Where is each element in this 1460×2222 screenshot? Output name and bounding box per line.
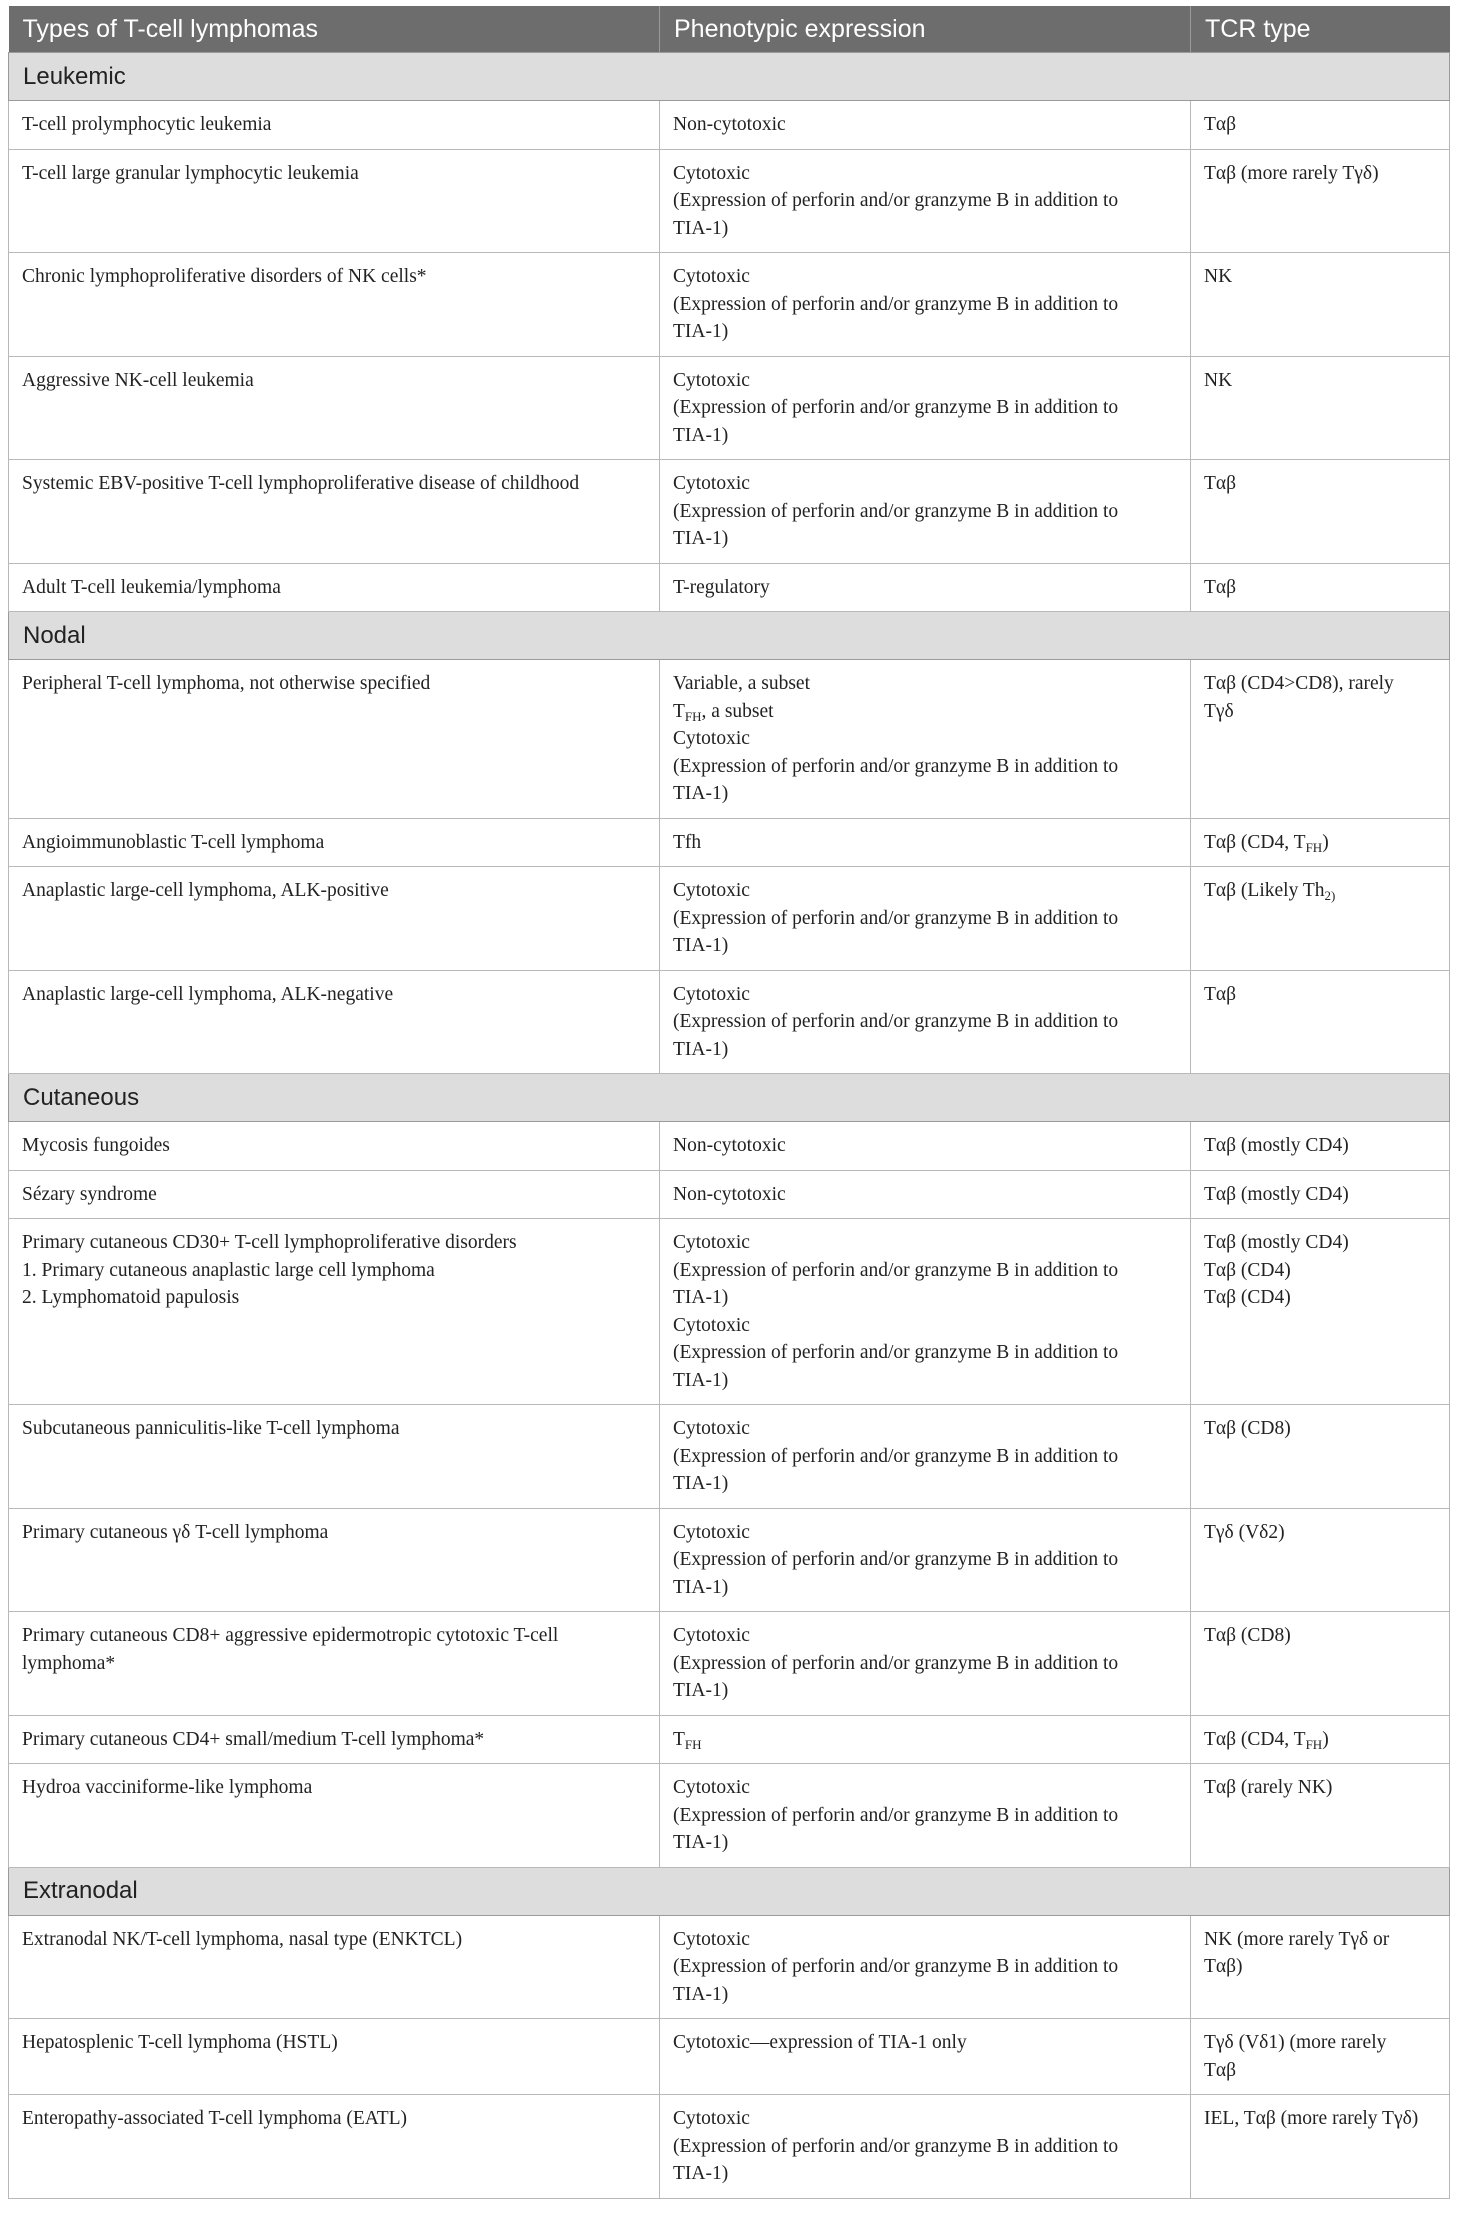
table-row — [9, 818, 1450, 867]
table-row — [9, 101, 1450, 150]
cell-line: (Expression of perforin and/or granzyme B in addition to — [673, 1652, 1119, 1674]
cell-phenotypic-expression — [660, 970, 1191, 1074]
subscript: FH — [684, 1736, 702, 1752]
section-title: Extranodal — [9, 1867, 1450, 1915]
table-header — [9, 6, 1450, 53]
cell-phenotypic-expression — [660, 818, 1191, 867]
cell-line: (Expression of perforin and/or granzyme B in addition to — [673, 1956, 1119, 1977]
cell-line: 2. Lymphomatoid papulosis — [22, 1287, 240, 1308]
cell-line: Tαβ (Likely $Th_{2)}$ — [1204, 880, 1336, 903]
cell-phenotypic-expression — [660, 101, 1191, 150]
cell-line: Extranodal NK/T-cell lymphoma, nasal type (ENKTCL) — [22, 1928, 463, 1950]
cell-line: Enteropathy-associated T-cell lymphoma (EATL) — [22, 2108, 408, 2129]
cell-line: Cytotoxic — [673, 1418, 750, 1439]
cell-phenotypic-expression — [660, 1612, 1191, 1716]
cell-line: Cytotoxic — [673, 266, 750, 287]
cell-lymphoma-type — [9, 2019, 660, 2095]
table-row — [9, 1122, 1450, 1171]
cell-line: TIA-1) — [673, 1983, 729, 2005]
cell-line: Chronic lymphoproliferative disorders of NK cells* — [22, 266, 427, 287]
cell-lymphoma-type — [9, 1122, 660, 1171]
lymphoma-classification-table — [8, 6, 1450, 2199]
table-row — [9, 356, 1450, 460]
column-header-tcr-type: TCR type — [1191, 6, 1450, 53]
cell-line: (Expression of perforin and/or granzyme B in addition to — [673, 500, 1119, 522]
cell-line: (Expression of perforin and/or granzyme B in addition to — [673, 907, 1119, 929]
cell-line: NK — [1204, 369, 1233, 391]
cell-line: Tfh — [673, 831, 702, 853]
cell-phenotypic-expression — [660, 2095, 1191, 2199]
cell-line: Mycosis fungoides — [22, 1135, 170, 1156]
cell-phenotypic-expression — [660, 1715, 1191, 1764]
section-row-extranodal — [9, 1867, 1450, 1915]
cell-line: Cytotoxic — [673, 369, 750, 391]
cell-phenotypic-expression — [660, 1915, 1191, 2019]
cell-line: Cytotoxic — [673, 2108, 750, 2129]
cell-line: Cytotoxic — [673, 162, 750, 184]
table-row — [9, 563, 1450, 612]
column-header-phenotypic-expression: Phenotypic expression — [660, 6, 1191, 53]
cell-line: (Expression of perforin and/or granzyme B in addition to — [673, 1445, 1119, 1467]
cell-phenotypic-expression — [660, 2019, 1191, 2095]
table-row — [9, 1219, 1450, 1405]
cell-lymphoma-type — [9, 253, 660, 357]
cell-line: Tαβ (rarely NK) — [1204, 1777, 1333, 1798]
cell-lymphoma-type — [9, 1612, 660, 1716]
cell-tcr-type — [1191, 867, 1450, 971]
subscript: FH — [684, 708, 702, 724]
cell-line: T-regulatory — [673, 576, 770, 598]
cell-line: NK — [1204, 266, 1233, 287]
cell-line: TIA-1) — [673, 1038, 729, 1060]
cell-line: NK (more rarely Tγδ or — [1204, 1928, 1390, 1950]
cell-line: TIA-1) — [673, 424, 729, 446]
section-title: Nodal — [9, 612, 1450, 660]
cell-phenotypic-expression — [660, 1219, 1191, 1405]
cell-tcr-type — [1191, 1508, 1450, 1612]
cell-line: TIA-1) — [673, 1832, 729, 1853]
cell-phenotypic-expression — [660, 356, 1191, 460]
cell-line: Tαβ (CD4, $T_{FH}$) — [1204, 831, 1329, 855]
cell-lymphoma-type — [9, 1170, 660, 1219]
cell-line: TIA-1) — [673, 1369, 729, 1391]
cell-lymphoma-type — [9, 1508, 660, 1612]
cell-phenotypic-expression — [660, 1764, 1191, 1868]
cell-line: Tαβ (CD4>CD8), rarely — [1204, 673, 1394, 694]
cell-line: Primary cutaneous CD30+ T-cell lymphoproliferative disorders — [22, 1232, 517, 1253]
cell-tcr-type — [1191, 2019, 1450, 2095]
cell-line: Primary cutaneous CD8+ aggressive epidermotropic cytotoxic T-cell — [22, 1625, 559, 1646]
cell-line: Tαβ — [1204, 576, 1237, 598]
cell-line: Tαβ — [1204, 473, 1237, 494]
cell-phenotypic-expression — [660, 1170, 1191, 1219]
cell-line: (Expression of perforin and/or granzyme B in addition to — [673, 1011, 1119, 1032]
cell-line: (Expression of perforin and/or granzyme B in addition to — [673, 755, 1119, 777]
cell-line: lymphoma* — [22, 1652, 116, 1674]
cell-line: Tαβ (CD8) — [1204, 1625, 1291, 1646]
cell-line: Tαβ (CD4, $T_{FH}$) — [1204, 1728, 1329, 1752]
cell-tcr-type — [1191, 1612, 1450, 1716]
table-row — [9, 1715, 1450, 1764]
cell-tcr-type — [1191, 2095, 1450, 2199]
cell-tcr-type — [1191, 1715, 1450, 1764]
cell-line: Tαβ (CD4) — [1204, 1287, 1291, 1308]
subscript: 2) — [1324, 888, 1336, 903]
cell-line: (Expression of perforin and/or granzyme B in addition to — [673, 1259, 1119, 1281]
table-row — [9, 460, 1450, 564]
table-row — [9, 1508, 1450, 1612]
table-row — [9, 660, 1450, 819]
cell-tcr-type — [1191, 253, 1450, 357]
cell-line: Cytotoxic — [673, 473, 750, 494]
cell-tcr-type — [1191, 101, 1450, 150]
cell-phenotypic-expression — [660, 460, 1191, 564]
cell-line: Non-cytotoxic — [673, 1183, 786, 1205]
cell-lymphoma-type — [9, 1405, 660, 1509]
cell-line: Tαβ (CD4) — [1204, 1259, 1291, 1281]
cell-tcr-type — [1191, 1122, 1450, 1171]
cell-phenotypic-expression — [660, 149, 1191, 253]
cell-line: Adult T-cell leukemia/lymphoma — [22, 576, 281, 598]
cell-line: Tαβ — [1204, 2059, 1237, 2081]
cell-line: Tαβ — [1204, 114, 1237, 135]
cell-lymphoma-type — [9, 1715, 660, 1764]
cell-line: Variable, a subset — [673, 673, 810, 694]
cell-tcr-type — [1191, 660, 1450, 819]
cell-phenotypic-expression — [660, 1508, 1191, 1612]
cell-tcr-type — [1191, 1915, 1450, 2019]
cell-line: Angioimmunoblastic T-cell lymphoma — [22, 831, 325, 853]
cell-lymphoma-type — [9, 563, 660, 612]
cell-line: (Expression of perforin and/or granzyme B in addition to — [673, 1342, 1119, 1363]
cell-lymphoma-type — [9, 1764, 660, 1868]
cell-line: TIA-1) — [673, 528, 729, 549]
cell-line: TIA-1) — [673, 1473, 729, 1494]
cell-lymphoma-type — [9, 149, 660, 253]
cell-tcr-type — [1191, 563, 1450, 612]
cell-phenotypic-expression — [660, 563, 1191, 612]
cell-line: Systemic EBV-positive T-cell lymphoproliferative disease of childhood — [22, 473, 580, 494]
cell-line: Hydroa vacciniforme-like lymphoma — [22, 1777, 313, 1798]
cell-line: (Expression of perforin and/or granzyme B in addition to — [673, 1549, 1119, 1570]
cell-line: Primary cutaneous γδ T-cell lymphoma — [22, 1521, 329, 1543]
cell-tcr-type — [1191, 460, 1450, 564]
cell-phenotypic-expression — [660, 660, 1191, 819]
cell-line: Tαβ — [1204, 983, 1237, 1005]
cell-line: Tαβ (mostly CD4) — [1204, 1135, 1349, 1156]
section-row-leukemic — [9, 53, 1450, 101]
cell-lymphoma-type — [9, 460, 660, 564]
table-row — [9, 1915, 1450, 2019]
table-row — [9, 2019, 1450, 2095]
cell-line: IEL, Tαβ (more rarely Tγδ) — [1204, 2108, 1419, 2129]
cell-tcr-type — [1191, 1764, 1450, 1868]
cell-line: Cytotoxic — [673, 1232, 750, 1253]
cell-lymphoma-type — [9, 660, 660, 819]
cell-tcr-type — [1191, 356, 1450, 460]
table-row — [9, 1764, 1450, 1868]
cell-phenotypic-expression — [660, 1405, 1191, 1509]
cell-line: Anaplastic large-cell lymphoma, ALK-positive — [22, 880, 389, 901]
cell-tcr-type — [1191, 149, 1450, 253]
cell-line: (Expression of perforin and/or granzyme B in addition to — [673, 1804, 1119, 1826]
cell-line: Tαβ (more rarely Tγδ) — [1204, 162, 1379, 184]
cell-line: Hepatosplenic T-cell lymphoma (HSTL) — [22, 2032, 338, 2053]
cell-line: Tγδ (Vδ2) — [1204, 1521, 1285, 1543]
table-row — [9, 1612, 1450, 1716]
cell-phenotypic-expression — [660, 1122, 1191, 1171]
cell-lymphoma-type — [9, 2095, 660, 2199]
cell-line: Primary cutaneous CD4+ small/medium T-cell lymphoma* — [22, 1728, 485, 1750]
cell-line: (Expression of perforin and/or granzyme B in addition to — [673, 2135, 1119, 2157]
cell-line: 1. Primary cutaneous anaplastic large cell lymphoma — [22, 1259, 435, 1281]
cell-lymphoma-type — [9, 818, 660, 867]
cell-line: TIA-1) — [673, 783, 729, 804]
cell-line: T-cell large granular lymphocytic leukemia — [22, 162, 359, 184]
cell-line: (Expression of perforin and/or granzyme B in addition to — [673, 293, 1119, 315]
cell-line: $T_{FH}$ — [673, 1728, 702, 1752]
cell-line: (Expression of perforin and/or granzyme B in addition to — [673, 190, 1119, 211]
cell-tcr-type — [1191, 1405, 1450, 1509]
cell-line: Cytotoxic—expression of TIA-1 only — [673, 2032, 967, 2053]
cell-lymphoma-type — [9, 101, 660, 150]
cell-line: Cytotoxic — [673, 1314, 750, 1336]
table-body — [9, 53, 1450, 2199]
subscript: FH — [1305, 839, 1323, 855]
cell-line: TIA-1) — [673, 1680, 729, 1701]
table-row — [9, 1405, 1450, 1509]
cell-line: Cytotoxic — [673, 1777, 750, 1798]
cell-tcr-type — [1191, 1219, 1450, 1405]
section-title: Leukemic — [9, 53, 1450, 101]
section-row-nodal — [9, 612, 1450, 660]
cell-line: TIA-1) — [673, 935, 729, 956]
cell-lymphoma-type — [9, 1915, 660, 2019]
cell-line: Non-cytotoxic — [673, 1135, 786, 1156]
section-row-cutaneous — [9, 1074, 1450, 1122]
cell-tcr-type — [1191, 970, 1450, 1074]
cell-tcr-type — [1191, 1170, 1450, 1219]
table-row — [9, 149, 1450, 253]
cell-line: $T_{FH}$, a subset — [673, 700, 774, 724]
table-row — [9, 2095, 1450, 2199]
cell-line: Cytotoxic — [673, 728, 750, 749]
cell-line: Tγδ — [1204, 700, 1234, 722]
cell-line: TIA-1) — [673, 1287, 729, 1308]
cell-line: TIA-1) — [673, 2163, 729, 2184]
cell-line: TIA-1) — [673, 321, 729, 342]
cell-lymphoma-type — [9, 867, 660, 971]
cell-line: Cytotoxic — [673, 880, 750, 901]
cell-line: Subcutaneous panniculitis-like T-cell lymphoma — [22, 1418, 400, 1439]
cell-line: Anaplastic large-cell lymphoma, ALK-negative — [22, 983, 394, 1005]
cell-line: Cytotoxic — [673, 1625, 750, 1646]
cell-line: Tαβ) — [1204, 1956, 1243, 1977]
cell-line: Tγδ (Vδ1) (more rarely — [1204, 2032, 1387, 2053]
cell-line: Peripheral T-cell lymphoma, not otherwise specified — [22, 673, 431, 694]
section-title: Cutaneous — [9, 1074, 1450, 1122]
cell-line: Non-cytotoxic — [673, 114, 786, 135]
table-row — [9, 970, 1450, 1074]
header-row — [9, 6, 1450, 53]
cell-phenotypic-expression — [660, 253, 1191, 357]
cell-line: Cytotoxic — [673, 1521, 750, 1543]
cell-line: T-cell prolymphocytic leukemia — [22, 114, 272, 135]
cell-line: TIA-1) — [673, 217, 729, 239]
cell-line: Sézary syndrome — [22, 1183, 157, 1205]
table-row — [9, 867, 1450, 971]
cell-line: Tαβ (mostly CD4) — [1204, 1183, 1349, 1205]
cell-tcr-type — [1191, 818, 1450, 867]
cell-line: Tαβ (mostly CD4) — [1204, 1232, 1349, 1253]
cell-line: (Expression of perforin and/or granzyme B in addition to — [673, 397, 1119, 418]
cell-line: Tαβ (CD8) — [1204, 1418, 1291, 1439]
subscript: FH — [1305, 1736, 1323, 1752]
cell-phenotypic-expression — [660, 867, 1191, 971]
cell-line: Cytotoxic — [673, 983, 750, 1005]
cell-line: Aggressive NK-cell leukemia — [22, 369, 254, 391]
cell-line: Cytotoxic — [673, 1928, 750, 1950]
cell-lymphoma-type — [9, 356, 660, 460]
cell-line: TIA-1) — [673, 1576, 729, 1598]
table-row — [9, 1170, 1450, 1219]
cell-lymphoma-type — [9, 1219, 660, 1405]
cell-lymphoma-type — [9, 970, 660, 1074]
table-row — [9, 253, 1450, 357]
column-header-types: Types of T-cell lymphomas — [9, 6, 660, 53]
